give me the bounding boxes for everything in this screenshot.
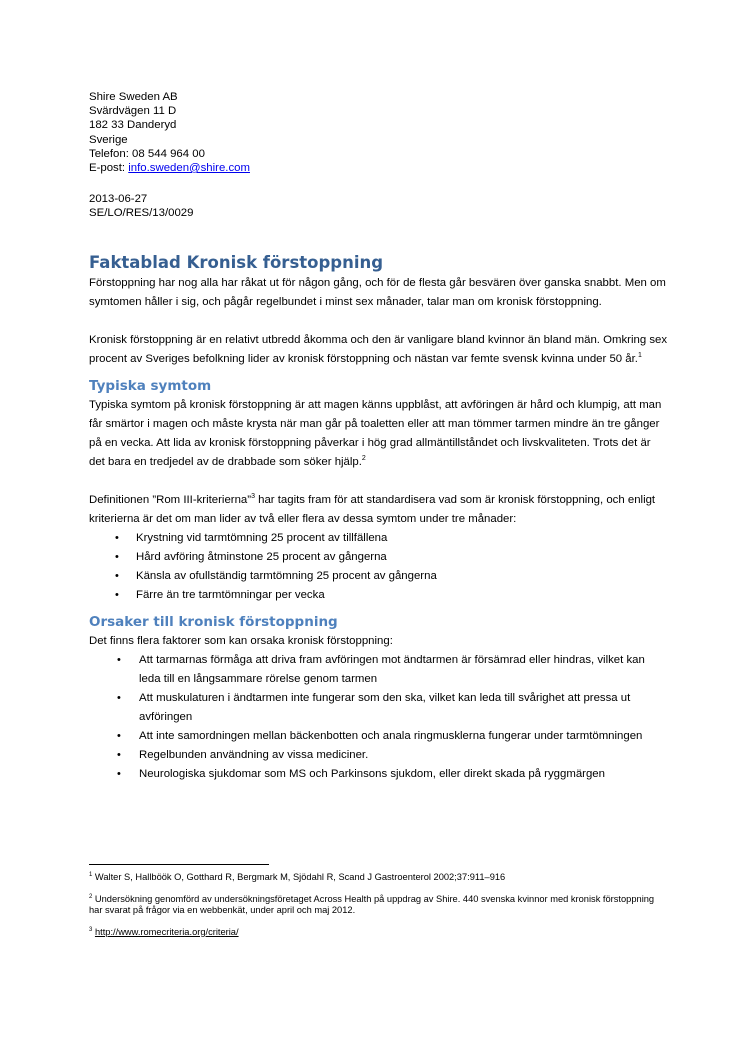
bullet-icon: • (115, 551, 119, 563)
bullet-icon: • (117, 768, 121, 780)
list-item (109, 746, 669, 765)
bullet-icon: • (117, 654, 121, 666)
causes-list (89, 651, 669, 784)
bullet-icon: • (117, 749, 121, 761)
sender-phone: Telefon: 08 544 964 00 (89, 147, 205, 160)
footnote-number: 1 (89, 871, 93, 878)
symptoms-paragraph-1-text: Typiska symtom på kronisk förstoppning är att magen känns uppblåst, att avföringen är hård och klumpig, att man får smärtor i magen och måste krysta när man går på toaletten eller att man tömmer tarmen mindre än tre gånger på en vecka. Att lida av kronisk förstoppning påverkar i hög grad allmäntillståndet och livskvaliteten. Trots det är det bara en tredjedel av de drabbade som söker hjälp. (89, 399, 662, 468)
list-item (107, 548, 669, 567)
footnotes (89, 872, 669, 948)
footnote-divider (89, 864, 269, 865)
symptoms-paragraph-2 (89, 491, 669, 529)
list-item-text: Krystning vid tarmtömning 25 procent av tillfällena (136, 532, 388, 544)
sender-country: Sverige (89, 133, 128, 146)
footnote-number: 3 (89, 926, 93, 933)
bullet-icon: • (115, 532, 119, 544)
list-item-text: Färre än tre tarmtömningar per vecka (136, 589, 325, 601)
causes-heading: Orsaker till kronisk förstoppning (89, 614, 338, 630)
footnote-text: Undersökning genomförd av undersökningsföretaget Across Health på uppdrag av Shire. 440 svenska kvinnor med kronisk förstoppning har svarat på frågor via en webbenkät, under april och maj 2012. (89, 893, 655, 915)
sender-email-link[interactable]: info.sweden@shire.com (128, 162, 250, 175)
bullet-icon: • (115, 589, 119, 601)
list-item-text: Regelbunden användning av vissa mediciner. (139, 749, 369, 761)
sender-email-line (89, 161, 250, 175)
list-item-text: Neurologiska sjukdomar som MS och Parkinsons sjukdom, eller direkt skada på ryggmärgen (139, 768, 605, 780)
sender-postal: 182 33 Danderyd (89, 119, 177, 132)
list-item (109, 765, 669, 784)
intro-paragraph-2 (89, 331, 669, 369)
footnote-ref-1: 1 (637, 352, 642, 360)
list-item (107, 529, 669, 548)
list-item-text: Att muskulaturen i ändtarmen inte fungerar som den ska, vilket kan leda till svårighet att pressa ut avföringen (139, 692, 631, 723)
symptoms-paragraph-2-a: Definitionen ”Rom III-kriterierna” (89, 494, 252, 506)
footnote-number: 2 (89, 893, 93, 900)
footnote-text: Walter S, Hallböök O, Gotthard R, Bergmark M, Sjödahl R, Scand J Gastroenterol 2002;37:911–916 (92, 872, 506, 882)
sender-company: Shire Sweden AB (89, 91, 178, 103)
intro-paragraph-2-text: Kronisk förstoppning är en relativt utbredd åkomma och den är vanligare bland kvinnor än bland män. Omkring sex procent av Sveriges befolkning lider av kronisk förstoppning och nästan var femte svensk kvinna under 50 år. (89, 334, 668, 365)
list-item (107, 567, 669, 586)
footnote-2 (89, 894, 669, 917)
list-item (107, 586, 669, 605)
sender-email-label: E-post: (89, 162, 129, 175)
document-reference: SE/LO/RES/13/0029 (89, 207, 194, 220)
main-content (89, 252, 669, 784)
sender-address (89, 90, 250, 175)
document-meta (89, 192, 193, 220)
bullet-icon: • (117, 730, 121, 742)
symptoms-list (89, 529, 669, 605)
symptoms-paragraph-1 (89, 396, 669, 472)
sender-street: Svärdvägen 11 D (89, 105, 177, 118)
symptoms-paragraph-2-b: har tagits fram för att standardisera vad som är kronisk förstoppning, och enligt kriterierna är det om man lider av två eller flera av dessa symtom under tre månader: (89, 494, 656, 525)
list-item (109, 689, 669, 727)
list-item-text: Känsla av ofullständig tarmtömning 25 procent av gångerna (136, 570, 437, 582)
bullet-icon: • (117, 692, 121, 704)
list-item-text: Att tarmarnas förmåga att driva fram avföringen mot ändtarmen är försämrad eller hindras, vilket kan leda till en långsammare rörelse genom tarmen (139, 654, 645, 685)
list-item-text: Att inte samordningen mellan bäckenbotten och anala ringmusklerna fungerar under tarmtömningen (139, 730, 643, 742)
causes-intro: Det finns flera faktorer som kan orsaka kronisk förstoppning: (89, 635, 393, 647)
footnote-3 (89, 927, 669, 939)
document-date: 2013-06-27 (89, 193, 148, 205)
footnote-ref-2: 2 (361, 455, 366, 463)
symptoms-heading: Typiska symtom (89, 378, 212, 394)
bullet-icon: • (115, 570, 119, 582)
footnote-ref-3: 3 (251, 493, 255, 501)
list-item (109, 651, 669, 689)
intro-paragraph-1: Förstoppning har nog alla har råkat ut för någon gång, och för de flesta går besvären över ganska snabbt. Men om symtomen håller i sig, och pågår regelbundet i minst sex månader, talar man om kronisk förstoppning. (89, 277, 666, 308)
page-title: Faktablad Kronisk förstoppning (89, 253, 384, 272)
footnote-1 (89, 872, 669, 884)
romecriteria-link[interactable]: http://www.romecriteria.org/criteria/ (94, 926, 239, 937)
list-item (109, 727, 669, 746)
list-item-text: Hård avföring åtminstone 25 procent av gångerna (136, 551, 387, 563)
